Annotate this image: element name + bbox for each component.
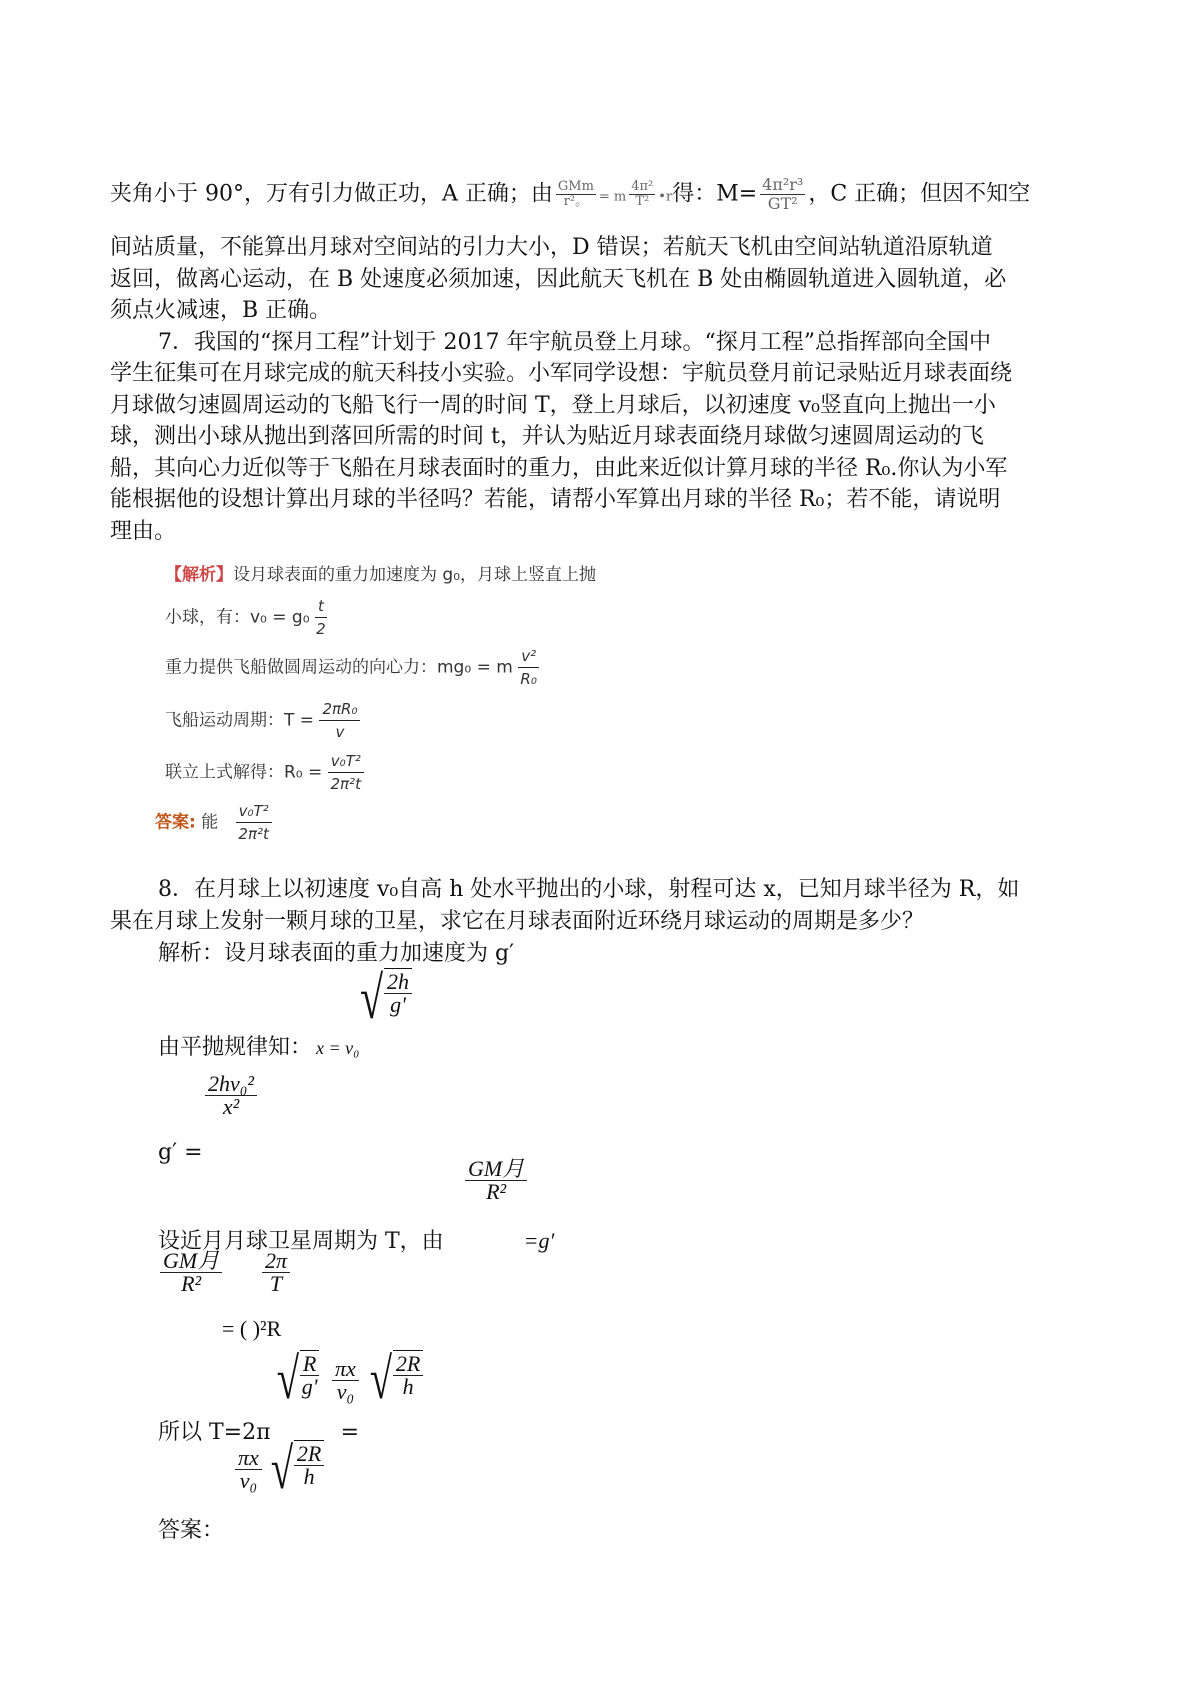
analysis-tag: 【解析】 [165, 565, 233, 585]
q8-eq4: $\frac{\text{GM月}}{\text{R²}}$ [160, 1250, 222, 1295]
q7-line-7: 理由。 [110, 519, 177, 544]
q8-line-6: 设近月月球卫星周期为 T，由 =g′ [158, 1228, 555, 1254]
q8-line-4: 由平抛规律知： x = v₀ [158, 1035, 360, 1060]
q7-line-1: 7．我国的“探月工程”计划于 2017 年宇航员登上月球。“探月工程”总指挥部向全国中 [158, 330, 991, 355]
q8-eq2: $\frac{\text{2hv₀²}}{\text{x²}}$ [205, 1073, 257, 1118]
q8-eq3: $\frac{\text{GM月}}{\text{R²}}$ [465, 1158, 527, 1203]
q8-eq10-sqrt: √ $\frac{2R}{h}$ [266, 1440, 324, 1498]
q7-line-3: 月球做匀速圆周运动的飞船飞行一周的时间 T，登上月球后，以初速度 v₀竖直向上抛出一小 [110, 393, 996, 418]
sol7-line-4: 飞船运动周期：T = $\frac{\text{2πR₀}}{v}$ [165, 698, 360, 743]
q8-eq8-sqrt: √ $\frac{2R}{h}$ [365, 1350, 423, 1408]
sol7-line-1: 【解析】设月球表面的重力加速度为 g₀，月球上竖直上抛 [165, 565, 597, 585]
q8-eq9: $\frac{\pi x}{\text{v₀}}$ [235, 1447, 262, 1492]
q8-eq7: $\frac{\pi x}{\text{v₀}}$ [332, 1358, 359, 1403]
q8-line-8: 所以 T=2π = [158, 1420, 359, 1445]
p6-eq2: $\frac{\text{4π²r³}}{\text{GT²}}$ [762, 175, 804, 213]
p6-line-3: 返回，做离心运动，在 B 处速度必须加速，因此航天飞机在 B 处由椭圆轨道进入圆轨道，必 [110, 267, 1007, 292]
q8-answer-label: 答案： [158, 1518, 225, 1543]
q8-line-2: 果在月球上发射一颗月球的卫星，求它在月球表面附近环绕月球运动的周期是多少？ [110, 909, 925, 934]
q8-line-1: 8．在月球上以初速度 v₀自高 h 处水平抛出的小球，射程可达 x，已知月球半径为 R，如 [158, 877, 1020, 902]
q7-line-6: 能根据他的设想计算出月球的半径吗？若能，请帮小军算出月球的半径 R₀；若不能，请说明 [110, 487, 1001, 512]
q7-line-5: 船，其向心力近似等于飞船在月球表面时的重力，由此来近似计算月球的半径 R₀.你认为小军 [110, 456, 1008, 481]
answer-tag: 答案: [155, 812, 196, 833]
p6-text-c: ，C 正确；但因不知空 [808, 181, 1031, 207]
p6-line-1: 夹角小于 90°，万有引力做正功，A 正确；由 $\frac{\text{GMm}}{\text{r²。}}$ = m $\frac{\text{4π²}}{\text{T²}}$ •r得：M= $\frac{\text{4π²r³}}{\text{GT²}}$ ，C 正确；但因不知空 [110, 175, 1031, 213]
p6-eq1: $\frac{\text{GMm}}{\text{r²。}}$ [557, 179, 594, 209]
p6-line-2: 间站质量，不能算出月球对空间站的引力大小，D 错误；若航天飞机由空间站轨道沿原轨道 [110, 235, 993, 260]
q8-line-5: g′ = [158, 1140, 203, 1165]
sol7-line-2: 小球，有：v₀ = g₀ $\frac{t}{2}$ [165, 597, 326, 638]
q8-line-3: 解析：设月球表面的重力加速度为 g′ [158, 941, 515, 966]
p6-text-a: 夹角小于 90°，万有引力做正功，A 正确；由 [110, 181, 553, 207]
q8-eq1-sqrt: √ $\frac{2h}{g'}$ [355, 968, 412, 1028]
sol7-line-5: 联立上式解得：R₀ = $\frac{\text{v₀T²}}{\text{2π²t}}$ [165, 750, 364, 795]
p6-text-b: 得：M= [672, 181, 758, 207]
q7-line-2: 学生征集可在月球完成的航天科技小实验。小军同学设想：宇航员登月前记录贴近月球表面绕 [110, 361, 1013, 386]
sol7-line-3: 重力提供飞船做圆周运动的向心力：mg₀ = m $\frac{\text{v²}}{\text{R₀}}$ [165, 645, 539, 690]
sol7-answer: 答案: 能 $\frac{\text{v₀T²}}{\text{2π²t}}$ [155, 800, 272, 845]
q8-line-7: = ( )²R [222, 1316, 282, 1341]
q8-eq5: $\frac{2\pi}{T}$ [262, 1250, 290, 1295]
p6-eq1b: $\frac{\text{4π²}}{\text{T²}}$ [631, 179, 654, 209]
q7-line-4: 球，测出小球从抛出到落回所需的时间 t，并认为贴近月球表面绕月球做匀速圆周运动的飞 [110, 424, 984, 449]
q8-eq6-sqrt: √ $\frac{R}{g'}$ [276, 1346, 318, 1411]
p6-line-4: 须点火减速，B 正确。 [110, 298, 332, 323]
